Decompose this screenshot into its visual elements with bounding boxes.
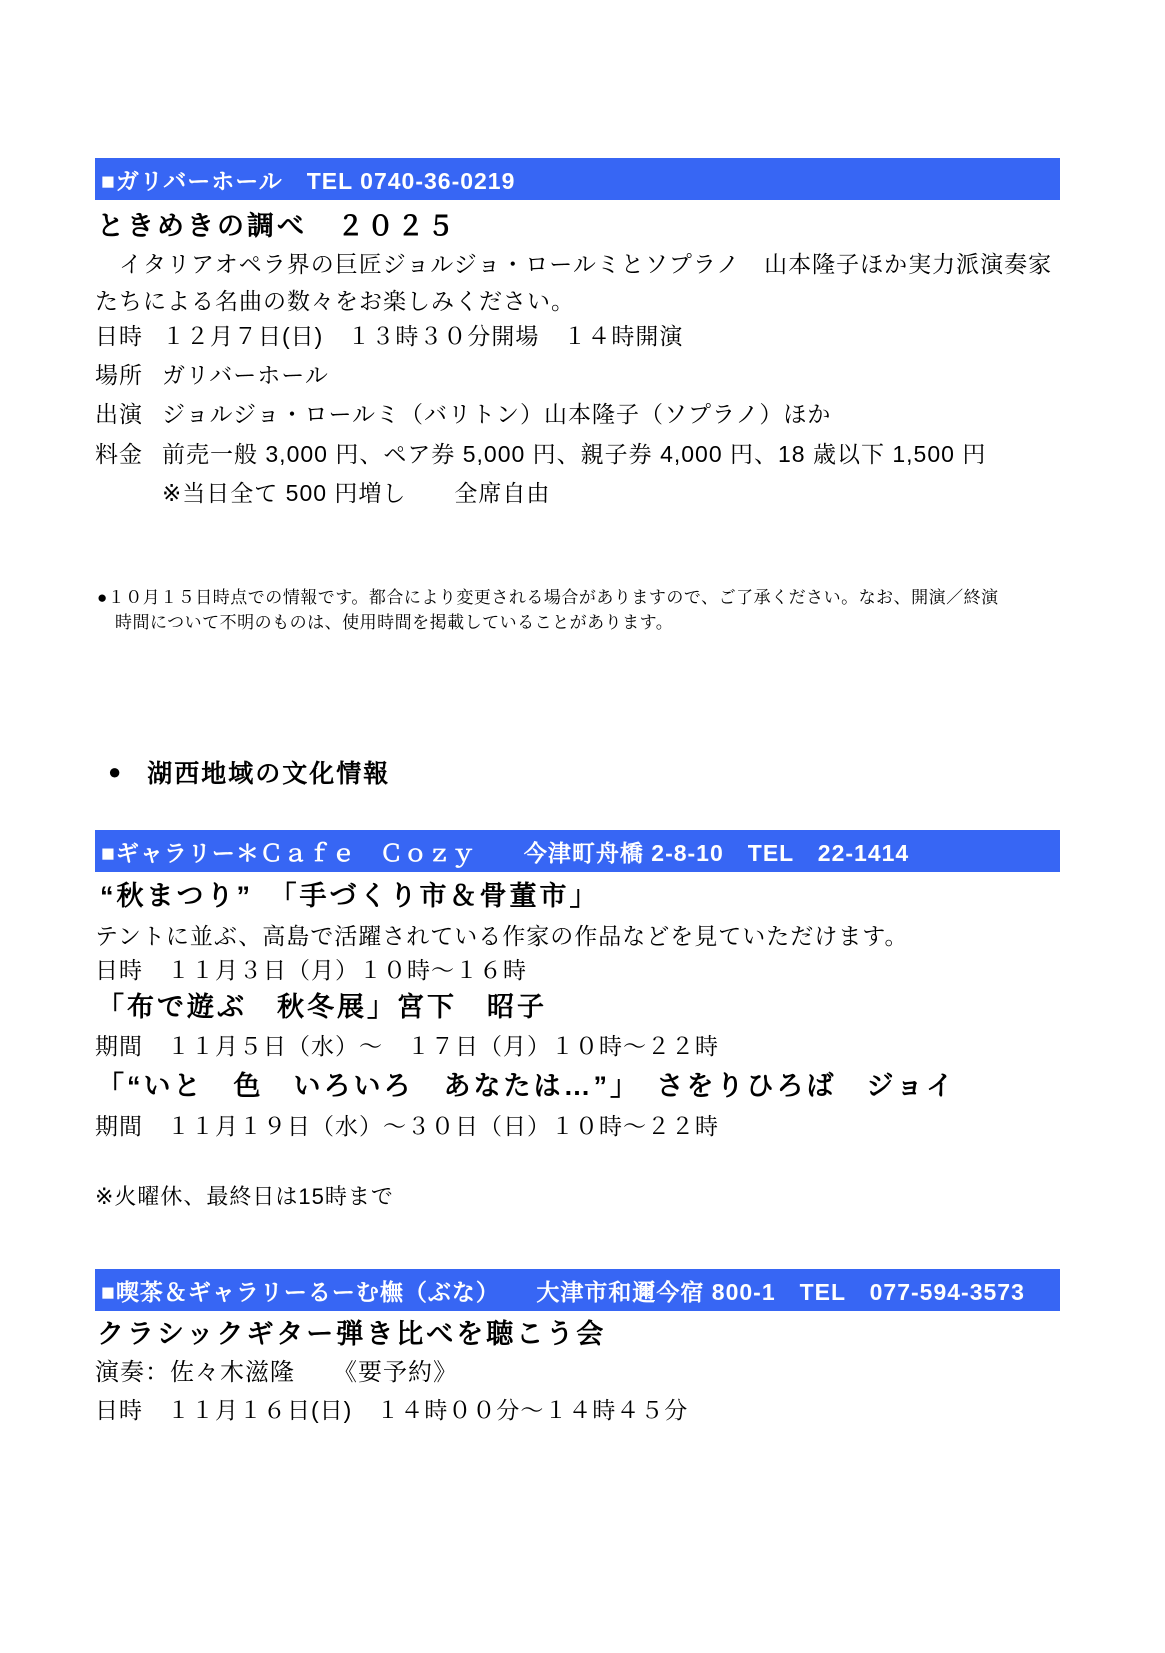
- venue2-event1-title: “秋まつり” 「手づくり市＆骨董市」: [100, 881, 600, 911]
- venue3-performer: 演奏：佐々木滋隆 《要予約》: [95, 1359, 458, 1386]
- venue1-description-line1: イタリアオペラ界の巨匠ジョルジョ・ロールミとソプラノ 山本隆子ほか実力派演奏家: [95, 251, 1053, 277]
- venue2-event2-title: 「布で遊ぶ 秋冬展」宮下 昭子: [97, 992, 547, 1022]
- venue2-header-bar: ■ギャラリー＊Ｃａｆｅ Ｃｏｚｙ 今津町舟橋 2-8-10 TEL 22-1414: [95, 830, 1060, 872]
- notice-line1: ●１０月１５日時点での情報です。都合により変更される場合がありますので、ご了承ください。なお、開演／終演: [97, 588, 999, 607]
- detail-value: ジョルジョ・ロールミ（バリトン）山本隆子（ソプラノ）ほか: [162, 401, 832, 427]
- venue2-event3-title: 「“いと 色 いろいろ あなたは…”」 さをりひろば ジョイ: [97, 1071, 956, 1101]
- venue1-header-bar: ■ガリバーホール TEL 0740-36-0219: [95, 158, 1060, 200]
- venue1-event-title: ときめきの調べ ２０２５: [97, 211, 457, 241]
- venue2-event2-when: 期間 １１月５日（水）～ １７日（月）１０時～２２時: [95, 1033, 719, 1059]
- region-section-header: [108, 754, 390, 790]
- bullet-icon: ●: [108, 759, 124, 784]
- venue1-detail-performers: [95, 396, 831, 429]
- venue1-fee-note: ※当日全て 500 円増し 全席自由: [162, 480, 551, 506]
- detail-label: 日時: [95, 323, 143, 349]
- venue1-detail-place: [95, 357, 329, 390]
- venue1-detail-fee: [95, 436, 986, 469]
- venue2-event1-when: 日時 １１月３日（月）１０時～１６時: [95, 957, 527, 983]
- venue2-event3-when: 期間 １１月１９日（水）～３０日（日）１０時～２２時: [95, 1113, 719, 1139]
- venue3-when: 日時 １１月１６日(日) １４時００分～１４時４５分: [95, 1397, 689, 1423]
- venue1-detail-datetime: [95, 318, 683, 351]
- venue2-event1-description: テントに並ぶ、高島で活躍されている作家の作品などを見ていただけます。: [95, 923, 909, 949]
- region-section-title: 湖西地域の文化情報: [147, 760, 391, 788]
- detail-value: １２月７日(日) １３時３０分開場 １４時開演: [162, 323, 684, 349]
- venue1-description-line2: たちによる名曲の数々をお楽しみください。: [95, 288, 575, 314]
- detail-label: 料金: [95, 441, 143, 467]
- detail-label: 出演: [95, 401, 143, 427]
- detail-label: 場所: [95, 362, 143, 388]
- detail-value: 前売一般 3,000 円、ペア券 5,000 円、親子券 4,000 円、18 歳以下 1,500 円: [162, 441, 987, 467]
- venue3-header-bar: ■喫茶＆ギャラリーるーむ橅（ぶな） 大津市和邇今宿 800-1 TEL 077-594-3573: [95, 1269, 1060, 1311]
- notice-line2: 時間について不明のものは、使用時間を掲載していることがあります。: [115, 613, 674, 632]
- venue2-closing-note: ※火曜休、最終日は15時まで: [95, 1184, 394, 1209]
- detail-value: ガリバーホール: [162, 362, 329, 388]
- venue3-event-title: クラシックギター弾き比べを聴こう会: [97, 1319, 607, 1349]
